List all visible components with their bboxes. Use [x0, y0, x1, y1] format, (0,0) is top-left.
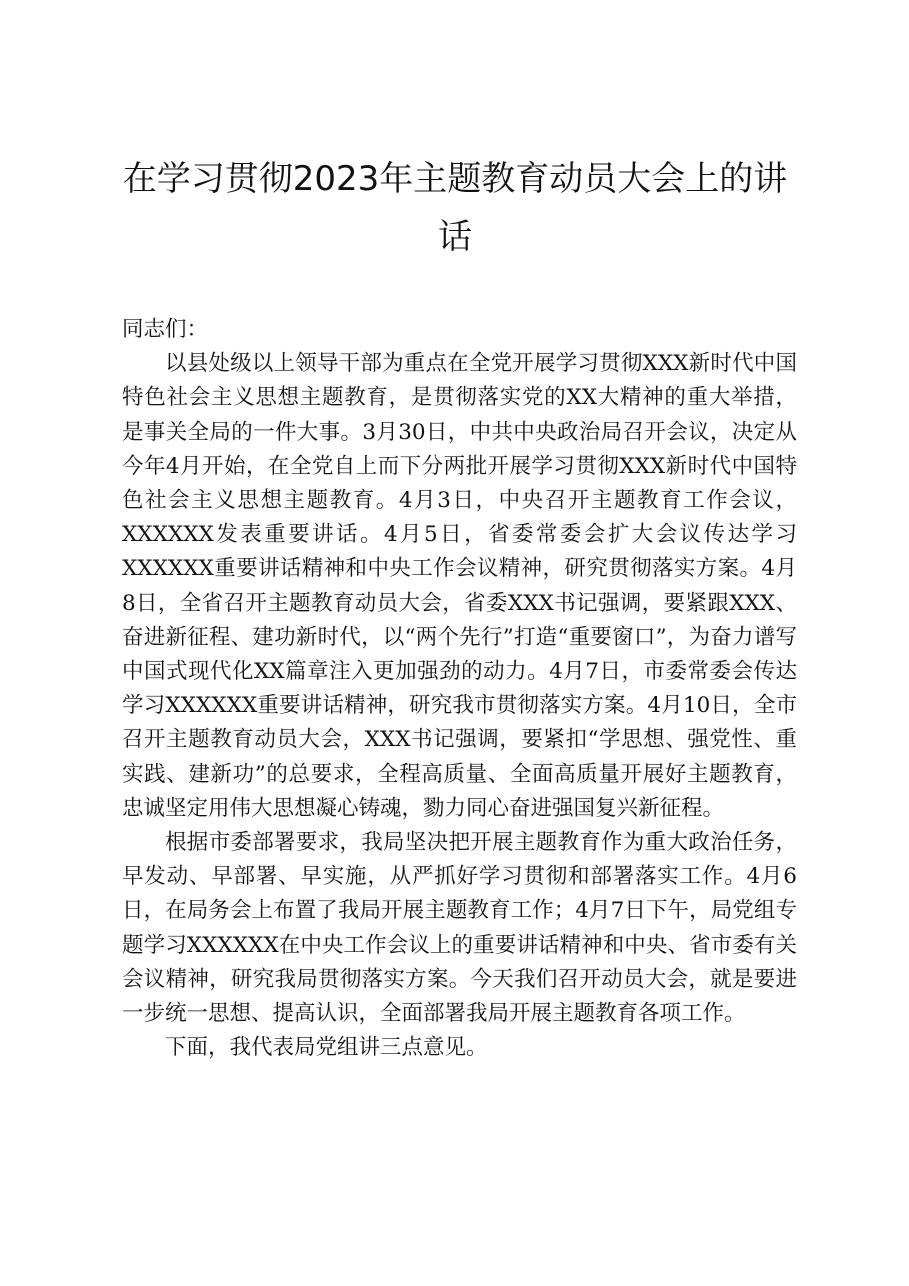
paragraph-2: 根据市委部署要求，我局坚决把开展主题教育作为重大政治任务，早发动、早部署、早实施，从严抓好学习贯彻和部署落实工作。4月6日，在局务会上布置了我局开展主题教育工作；4月7日下午，局党组专题学习XXXXXX在中央工作会议上的重要讲话精神和中央、省市委有关会议精神，研究我局贯彻落实方案。今天我们召开动员大会，就是要进一步统一思想、提高认识，全面部署我局开展主题教育各项工作。: [122, 830, 797, 1027]
document-body: [122, 313, 797, 1065]
paragraph-3: 下面，我代表局党组讲三点意见。: [165, 1035, 488, 1061]
document-title: 在学习贯彻2023年主题教育动员大会上的讲话: [122, 159, 788, 257]
paragraph-1: 以县处级以上领导干部为重点在全党开展学习贯彻XXX新时代中国特色社会主义思想主题教育，是贯彻落实党的XX大精神的重大举措，是事关全局的一件大事。3月30日，中共中央政治局召开会议，决定从今年4月开始，在全党自上而下分两批开展学习贯彻XXX新时代中国特色社会主义思想主题教育。4月3日，中央召开主题教育工作会议，XXXXXX发表重要讲话。4月5日，省委常委会扩大会议传达学习XXXXXX重要讲话精神和中央工作会议精神，研究贯彻落实方案。4月8日，全省召开主题教育动员大会，省委XXX书记强调，要紧跟XXX、奋进新征程、建功新时代，以“两个先行”打造“重要窗口”，为奋力谱写中国式现代化XX篇章注入更加强劲的动力。4月7日，市委常委会传达学习XXXXXX重要讲话精神，研究我市贯彻落实方案。4月10日，全市召开主题教育动员大会，XXX书记强调，要紧扣“学思想、强党性、重实践、建新功”的总要求，全程高质量、全面高质量开展好主题教育，忠诚坚定用伟大思想凝心铸魂，勠力同心奋进强国复兴新征程。: [122, 351, 797, 821]
salutation: 同志们：: [122, 317, 209, 342]
